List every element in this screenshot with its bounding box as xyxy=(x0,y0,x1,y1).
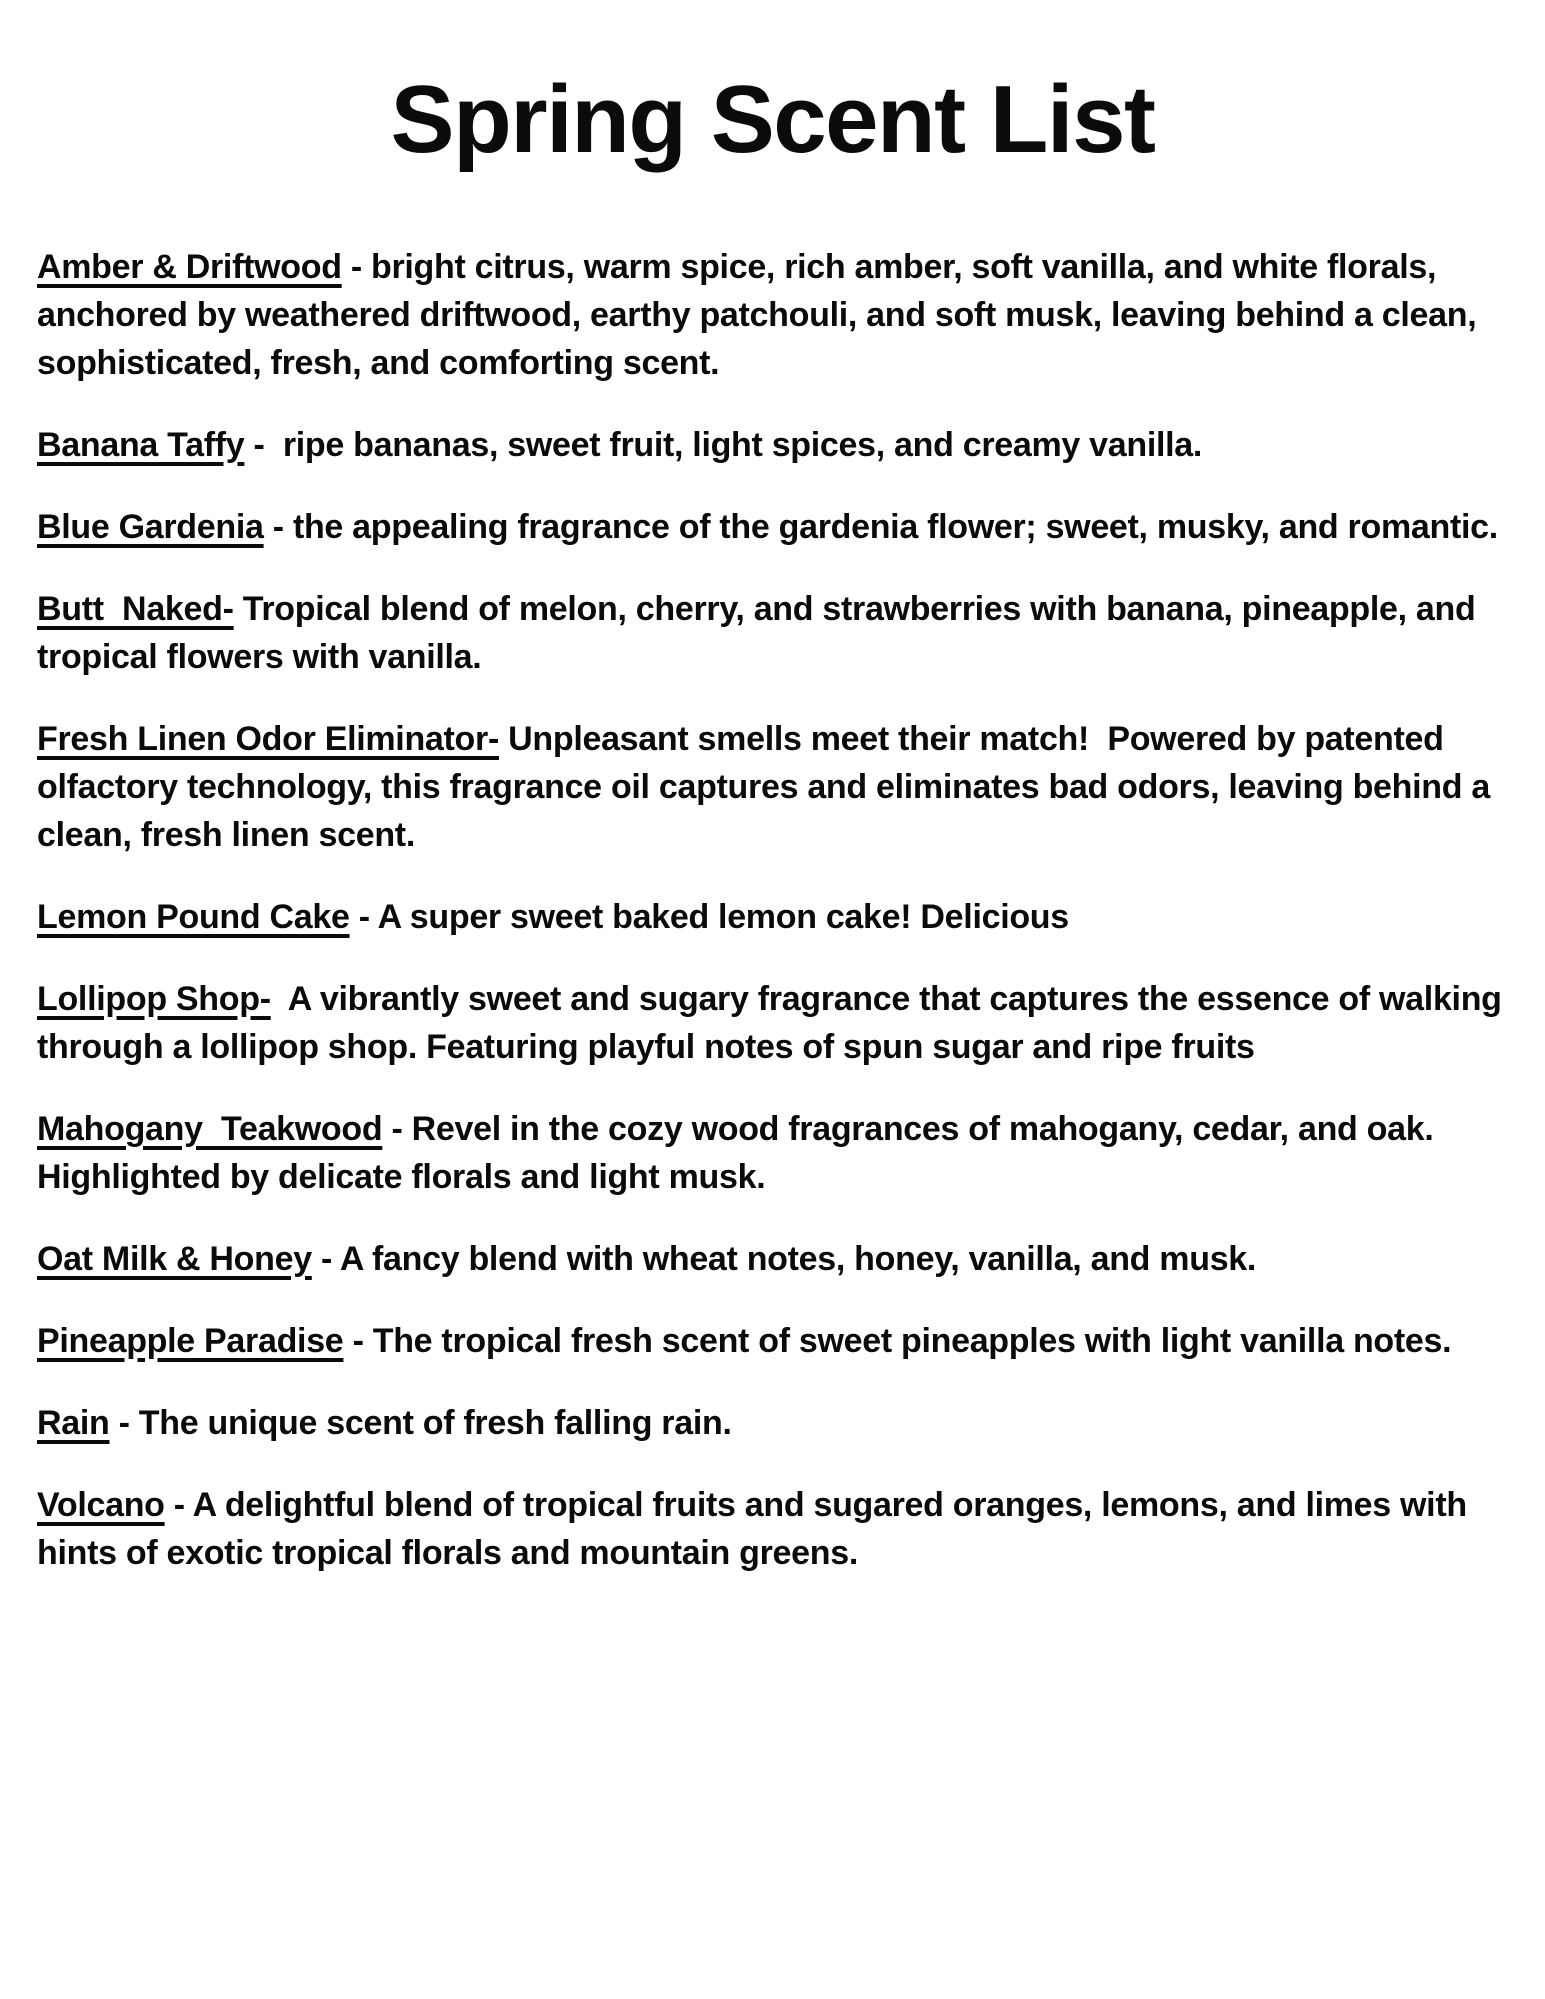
scent-item xyxy=(37,1235,1508,1283)
scent-name: Amber & Driftwood xyxy=(37,247,342,286)
scent-description: - ripe bananas, sweet fruit, light spices, and creamy vanilla. xyxy=(244,425,1203,464)
scent-name: Pineapple Paradise xyxy=(37,1321,344,1360)
scent-item xyxy=(37,243,1508,387)
scent-item xyxy=(37,715,1508,859)
scent-description: - A delightful blend of tropical fruits and sugared oranges, lemons, and limes with hints of exotic tropical florals and mountain greens. xyxy=(37,1485,1476,1572)
scent-name: Butt Naked- xyxy=(37,589,234,628)
scent-description: - A fancy blend with wheat notes, honey, vanilla, and musk. xyxy=(311,1239,1257,1278)
scent-name: Lollipop Shop- xyxy=(37,979,271,1018)
scent-name: Rain xyxy=(37,1403,110,1442)
scent-description: - The unique scent of fresh falling rain. xyxy=(109,1403,732,1442)
scent-item xyxy=(37,893,1508,941)
scent-description: - The tropical fresh scent of sweet pineapples with light vanilla notes. xyxy=(343,1321,1452,1360)
scent-item xyxy=(37,1399,1508,1447)
scent-list xyxy=(37,243,1511,1577)
scent-item xyxy=(37,1317,1508,1365)
scent-description: Tropical blend of melon, cherry, and strawberries with banana, pineapple, and tropical flowers with vanilla. xyxy=(37,589,1485,676)
scent-item xyxy=(37,503,1508,551)
scent-description: Unpleasant smells meet their match! Powered by patented olfactory technology, this fragrance oil captures and eliminates bad odors, leaving behind a clean, fresh linen scent. xyxy=(37,719,1500,854)
scent-item xyxy=(37,585,1508,681)
page-title: Spring Scent List xyxy=(390,66,1155,173)
scent-name: Lemon Pound Cake xyxy=(37,897,350,936)
scent-description: - the appealing fragrance of the gardenia flower; sweet, musky, and romantic. xyxy=(263,507,1498,546)
scent-description: - A super sweet baked lemon cake! Delicious xyxy=(349,897,1069,936)
scent-item xyxy=(37,1481,1508,1577)
scent-description: - bright citrus, warm spice, rich amber, soft vanilla, and white florals, anchored by weathered driftwood, earthy patchouli, and soft musk, leaving behind a clean, sophisticated, fresh, and comforting scent. xyxy=(37,247,1486,382)
scent-name: Mahogany Teakwood xyxy=(37,1109,383,1148)
scent-item xyxy=(37,975,1511,1071)
scent-item xyxy=(37,421,1508,469)
scent-description: - Revel in the cozy wood fragrances of mahogany, cedar, and oak. Highlighted by delicate florals and light musk. xyxy=(37,1109,1443,1196)
scent-name: Volcano xyxy=(37,1485,165,1524)
scent-name: Banana Taffy xyxy=(37,425,245,464)
scent-description: A vibrantly sweet and sugary fragrance that captures the essence of walking through a lollipop shop. Featuring playful notes of spun sugar and ripe fruits xyxy=(37,979,1511,1066)
scent-item xyxy=(37,1105,1508,1201)
scent-name: Blue Gardenia xyxy=(37,507,264,546)
scent-name: Oat Milk & Honey xyxy=(37,1239,312,1278)
scent-name: Fresh Linen Odor Eliminator- xyxy=(37,719,499,758)
